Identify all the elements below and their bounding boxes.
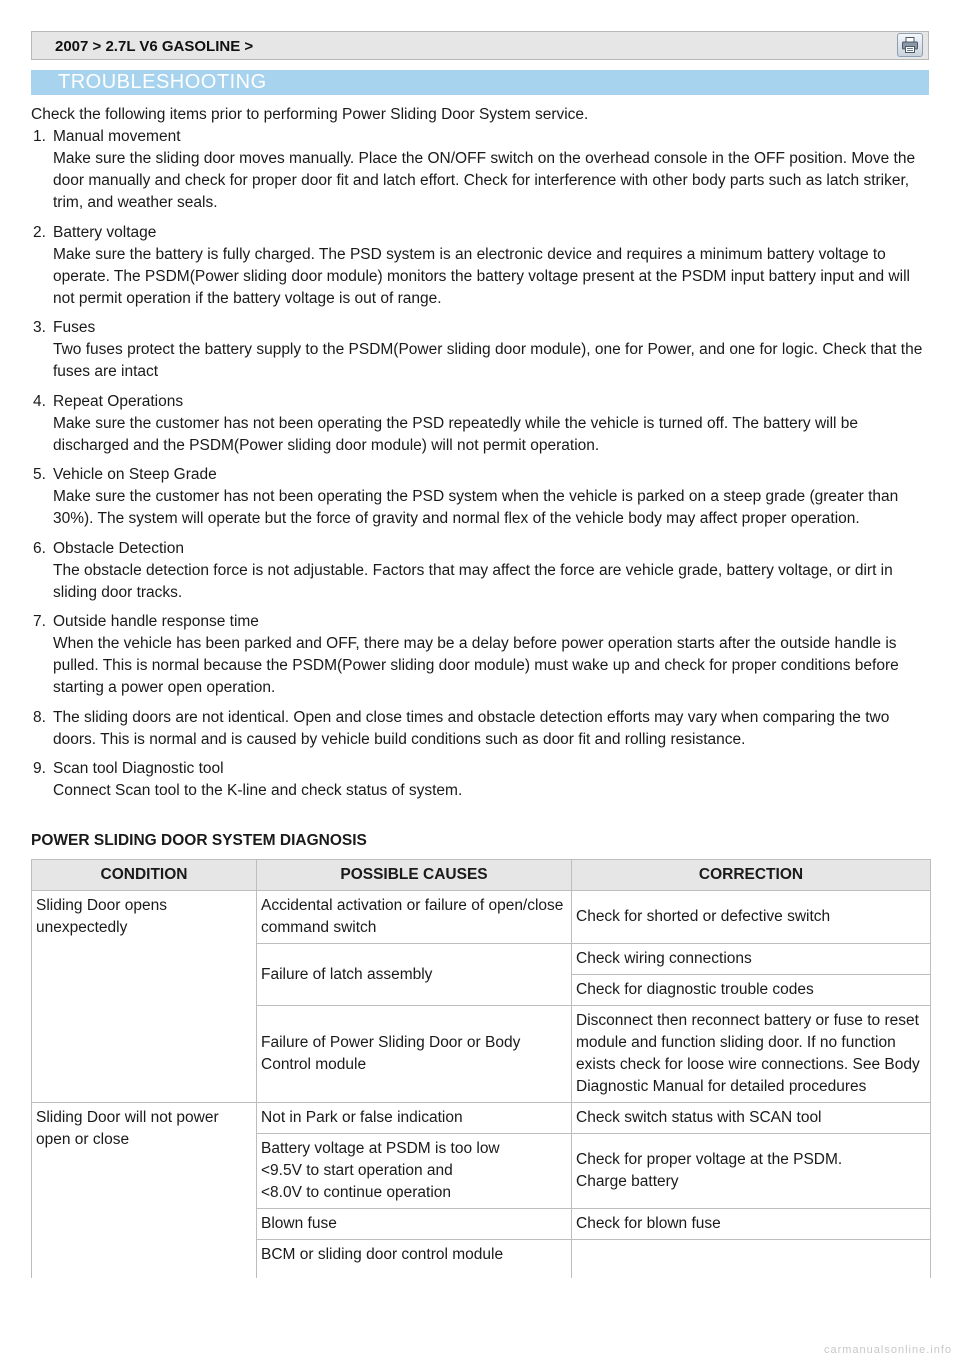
section-title: POWER SLIDING DOOR SYSTEM DIAGNOSIS: [31, 832, 367, 849]
step-number: 3.: [33, 319, 46, 336]
step-title: Outside handle response time: [53, 613, 259, 630]
watermark: carmanualsonline.info: [823, 1344, 952, 1356]
step-text: Connect Scan tool to the K-line and check status of system.: [53, 782, 463, 799]
cause-cell: Accidental activation or failure of open/close command switch: [257, 891, 572, 944]
correction-line: Charge battery: [576, 1173, 679, 1190]
step-title: Scan tool Diagnostic tool: [53, 760, 224, 777]
correction-cell: Check wiring connections: [572, 944, 931, 975]
step-item: [31, 126, 931, 214]
cause-cell: BCM or sliding door control module: [257, 1240, 572, 1309]
correction-cell: Check switch status with SCAN tool: [572, 1103, 931, 1134]
step-number: 9.: [33, 760, 46, 777]
step-title: Fuses: [53, 319, 96, 336]
breadcrumb[interactable]: 2007 > 2.7L V6 GASOLINE >: [55, 38, 254, 55]
step-text: Make sure the battery is fully charged. The PSD system is an electronic device and requires a minimum battery voltage to operate. The PSDM(Power sliding door module) monitors the battery voltage present at the PSDM input battery input and will not permit operation if the battery voltage is out of range.: [53, 245, 910, 307]
page-title-bar: [31, 70, 929, 95]
cause-cell: Failure of latch assembly: [257, 944, 572, 1006]
page-cutoff: [0, 1278, 960, 1358]
cause-line: <9.5V to start operation and: [261, 1162, 453, 1179]
content-body: [31, 104, 931, 810]
step-text: Make sure the sliding door moves manually. Place the ON/OFF switch on the overhead console in the OFF position. Move the door manually and check for proper door fit and latch effort. Check for interference with other body parts such as latch striker, trim, and weather seals.: [53, 150, 916, 211]
header-causes: POSSIBLE CAUSES: [257, 860, 572, 891]
cause-line: Battery voltage at PSDM is too low: [261, 1140, 500, 1157]
table-header-row: [32, 860, 931, 891]
table-row: [32, 891, 931, 944]
step-number: 6.: [33, 539, 46, 557]
step-title: Battery voltage: [53, 223, 157, 241]
condition-cell: Sliding Door opens unexpectedly: [32, 891, 257, 1103]
step-item: [31, 391, 931, 457]
step-title: Vehicle on Steep Grade: [53, 466, 217, 483]
correction-cell: [572, 1134, 931, 1209]
condition-cell: Sliding Door will not power open or close: [32, 1103, 257, 1309]
step-number: 1.: [33, 128, 46, 145]
diagnosis-table: [31, 859, 931, 1309]
correction-cell: Check for blown fuse: [572, 1209, 931, 1240]
step-title: Manual movement: [53, 128, 181, 145]
step-item: [31, 707, 931, 751]
step-item: [31, 758, 931, 802]
correction-cell: Disconnect then reconnect battery or fuse to reset module and function sliding door. If no function exists check for loose wire connections. See Body Diagnostic Manual for detailed procedures: [572, 1006, 931, 1103]
print-button[interactable]: [897, 33, 923, 57]
page-title: TROUBLESHOOTING: [58, 71, 267, 93]
printer-icon: [901, 36, 919, 54]
step-number: 4.: [33, 392, 46, 410]
correction-cell: Check for diagnostic trouble codes: [572, 975, 931, 1006]
step-text: Make sure the customer has not been operating the PSD repeatedly while the vehicle is turned off. The battery will be discharged and the PSDM(Power sliding door module) will not permit operation.: [53, 414, 859, 454]
header-condition: CONDITION: [32, 860, 257, 891]
table-row: [32, 1103, 931, 1134]
step-item: [31, 317, 931, 383]
cause-cell: Blown fuse: [257, 1209, 572, 1240]
cause-cell: Not in Park or false indication: [257, 1103, 572, 1134]
step-item: [31, 611, 931, 699]
cause-cell: [257, 1134, 572, 1209]
step-number: 5.: [33, 466, 46, 483]
correction-cell: Check for shorted or defective switch: [572, 891, 931, 944]
step-item: [31, 538, 931, 604]
cause-cell: Failure of Power Sliding Door or Body Control module: [257, 1006, 572, 1103]
step-number: 8.: [33, 708, 46, 726]
step-text: The obstacle detection force is not adjustable. Factors that may affect the force are vehicle grade, battery voltage, or dirt in sliding door tracks.: [53, 561, 893, 601]
header-correction: CORRECTION: [572, 860, 931, 891]
step-text: Two fuses protect the battery supply to the PSDM(Power sliding door module), one for Power, and one for logic. Check that the fuses are intact: [53, 341, 923, 380]
steps-list: [31, 126, 931, 802]
step-title: Obstacle Detection: [53, 539, 184, 557]
step-text: Make sure the customer has not been operating the PSD system when the vehicle is parked on a steep grade (greater than 30%). The system will operate but the force of gravity and normal flex of the vehicle body may affect proper operation.: [53, 488, 899, 527]
intro-text: Check the following items prior to performing Power Sliding Door System service.: [31, 106, 589, 123]
step-title: The sliding doors are not identical. Open and close times and obstacle detection efforts may vary when comparing the two doors. This is normal and is caused by vehicle build conditions such as door fit and rolling resistance.: [53, 708, 890, 748]
step-text: When the vehicle has been parked and OFF, there may be a delay before power operation starts after the outside handle is pulled. This is normal because the PSDM(Power sliding door module) must wake up and check for proper conditions before starting a power open operation.: [53, 635, 899, 696]
step-item: [31, 464, 931, 530]
step-number: 2.: [33, 223, 46, 241]
step-title: Repeat Operations: [53, 392, 184, 410]
step-item: [31, 222, 931, 310]
correction-line: Check for proper voltage at the PSDM.: [576, 1151, 843, 1168]
breadcrumb-bar: [31, 31, 929, 60]
cause-line: <8.0V to continue operation: [261, 1184, 452, 1201]
step-number: 7.: [33, 613, 46, 630]
